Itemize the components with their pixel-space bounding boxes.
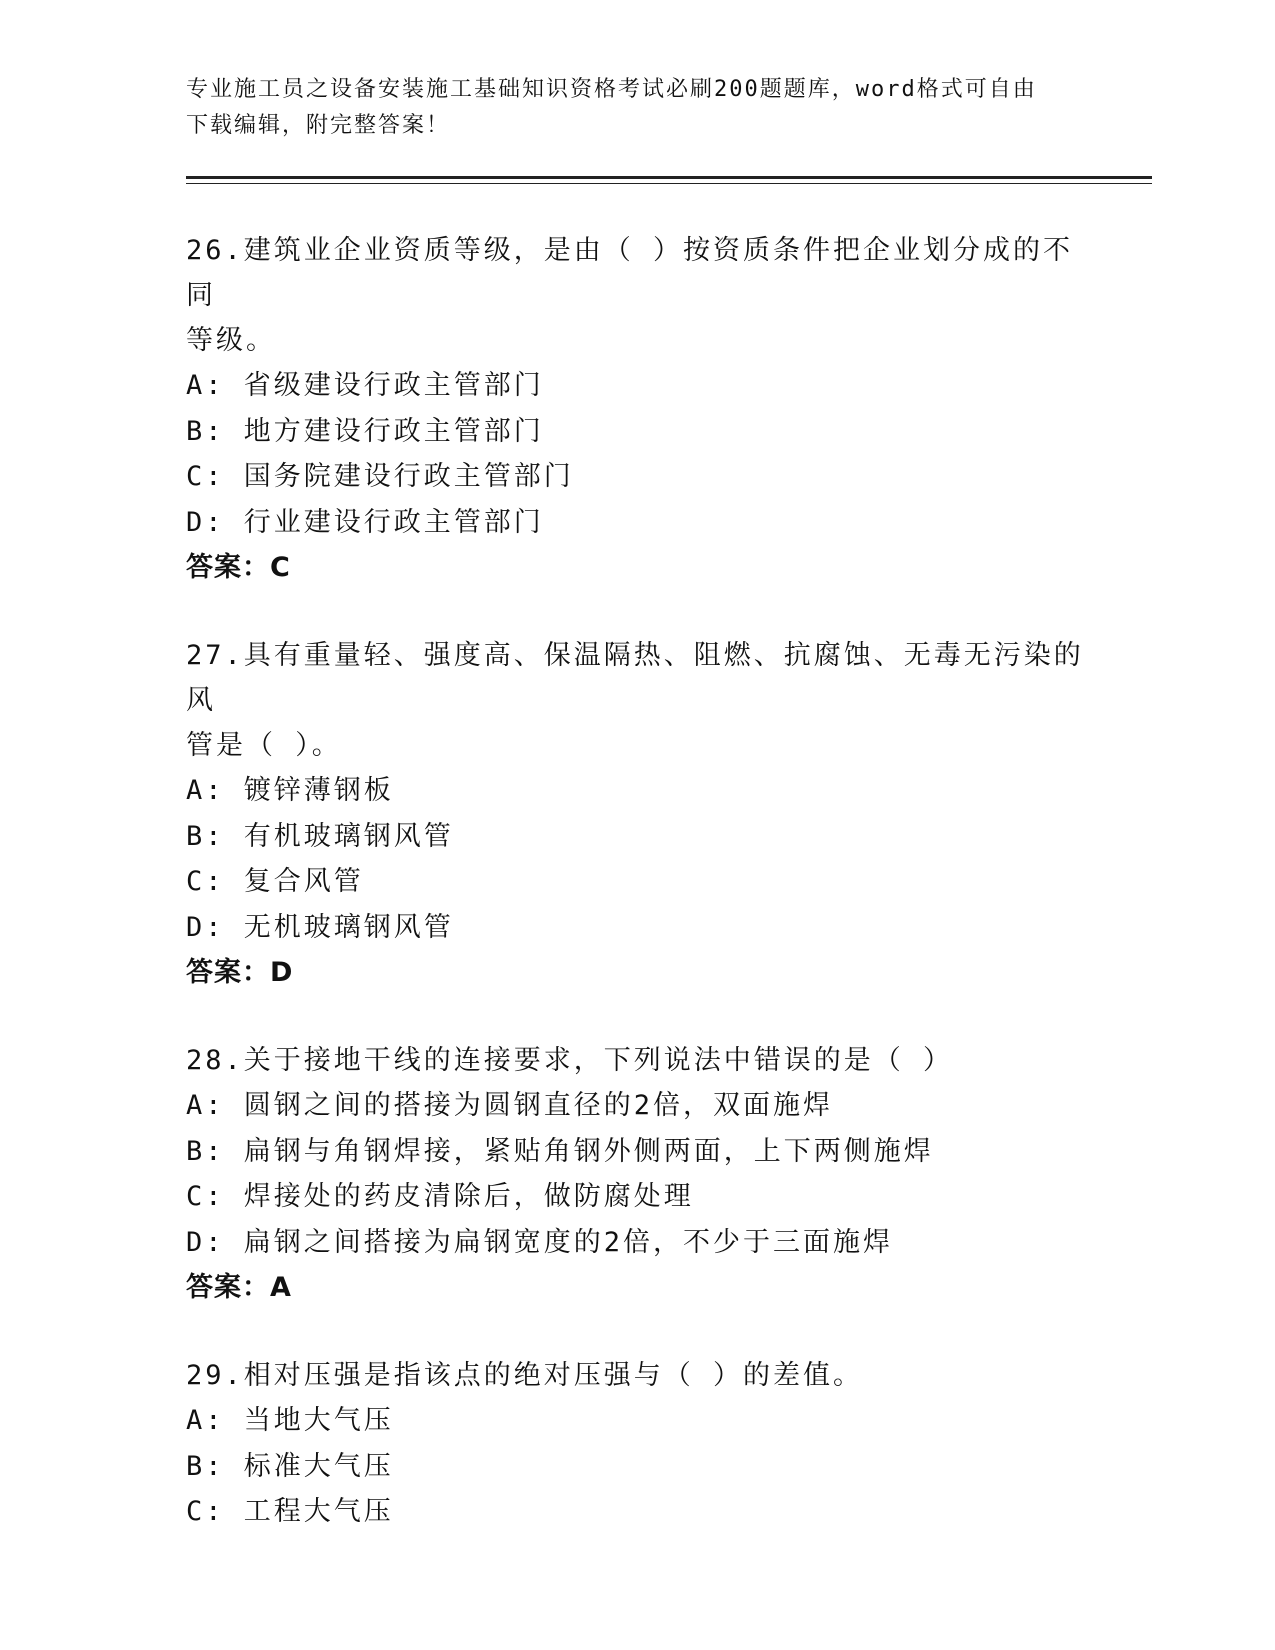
option-c: C: 焊接处的药皮清除后，做防腐处理 (186, 1181, 694, 1212)
option-c: C: 国务院建设行政主管部门 (186, 461, 574, 492)
question-list (186, 228, 1086, 1578)
question-text-continued: 管是（ ）。 (186, 730, 342, 761)
question-26 (186, 228, 1086, 590)
option-b: B: 扁钢与角钢焊接，紧贴角钢外侧两面，上下两侧施焊 (186, 1135, 934, 1167)
option-d: D: 无机玻璃钢风管 (186, 911, 454, 943)
answer: 答案：D (186, 957, 294, 988)
header-divider-thin (186, 183, 1152, 184)
answer: 答案：C (186, 552, 291, 583)
question-28 (186, 1038, 1086, 1310)
option-c: C: 复合风管 (186, 866, 364, 897)
question-27 (186, 633, 1086, 995)
option-d: D: 扁钢之间搭接为扁钢宽度的2倍，不少于三面施焊 (186, 1226, 894, 1258)
header-line-1: 专业施工员之设备安装施工基础知识资格考试必刷200题题库，word格式可自由 (186, 77, 1037, 102)
option-a: A: 当地大气压 (186, 1405, 394, 1436)
option-d: D: 行业建设行政主管部门 (186, 506, 544, 538)
option-a: A: 镀锌薄钢板 (186, 775, 394, 806)
option-b: B: 地方建设行政主管部门 (186, 415, 544, 447)
header-divider-thick (186, 176, 1152, 179)
question-text-continued: 等级。 (186, 325, 276, 356)
question-text: 29.相对压强是指该点的绝对压强与（ ）的差值。 (186, 1360, 864, 1391)
option-c: C: 工程大气压 (186, 1496, 394, 1527)
document-header (186, 72, 1086, 144)
question-text: 27.具有重量轻、强度高、保温隔热、阻燃、抗腐蚀、无毒无污染的风 (186, 640, 1084, 716)
question-29 (186, 1353, 1086, 1535)
answer: 答案：A (186, 1272, 292, 1303)
option-a: A: 省级建设行政主管部门 (186, 370, 544, 401)
header-line-2: 下载编辑，附完整答案！ (186, 113, 451, 138)
option-b: B: 标准大气压 (186, 1450, 394, 1482)
question-text: 28.关于接地干线的连接要求，下列说法中错误的是（ ） (186, 1045, 954, 1076)
option-a: A: 圆钢之间的搭接为圆钢直径的2倍，双面施焊 (186, 1090, 834, 1121)
question-text: 26.建筑业企业资质等级，是由（ ）按资质条件把企业划分成的不同 (186, 235, 1074, 311)
option-b: B: 有机玻璃钢风管 (186, 820, 454, 852)
